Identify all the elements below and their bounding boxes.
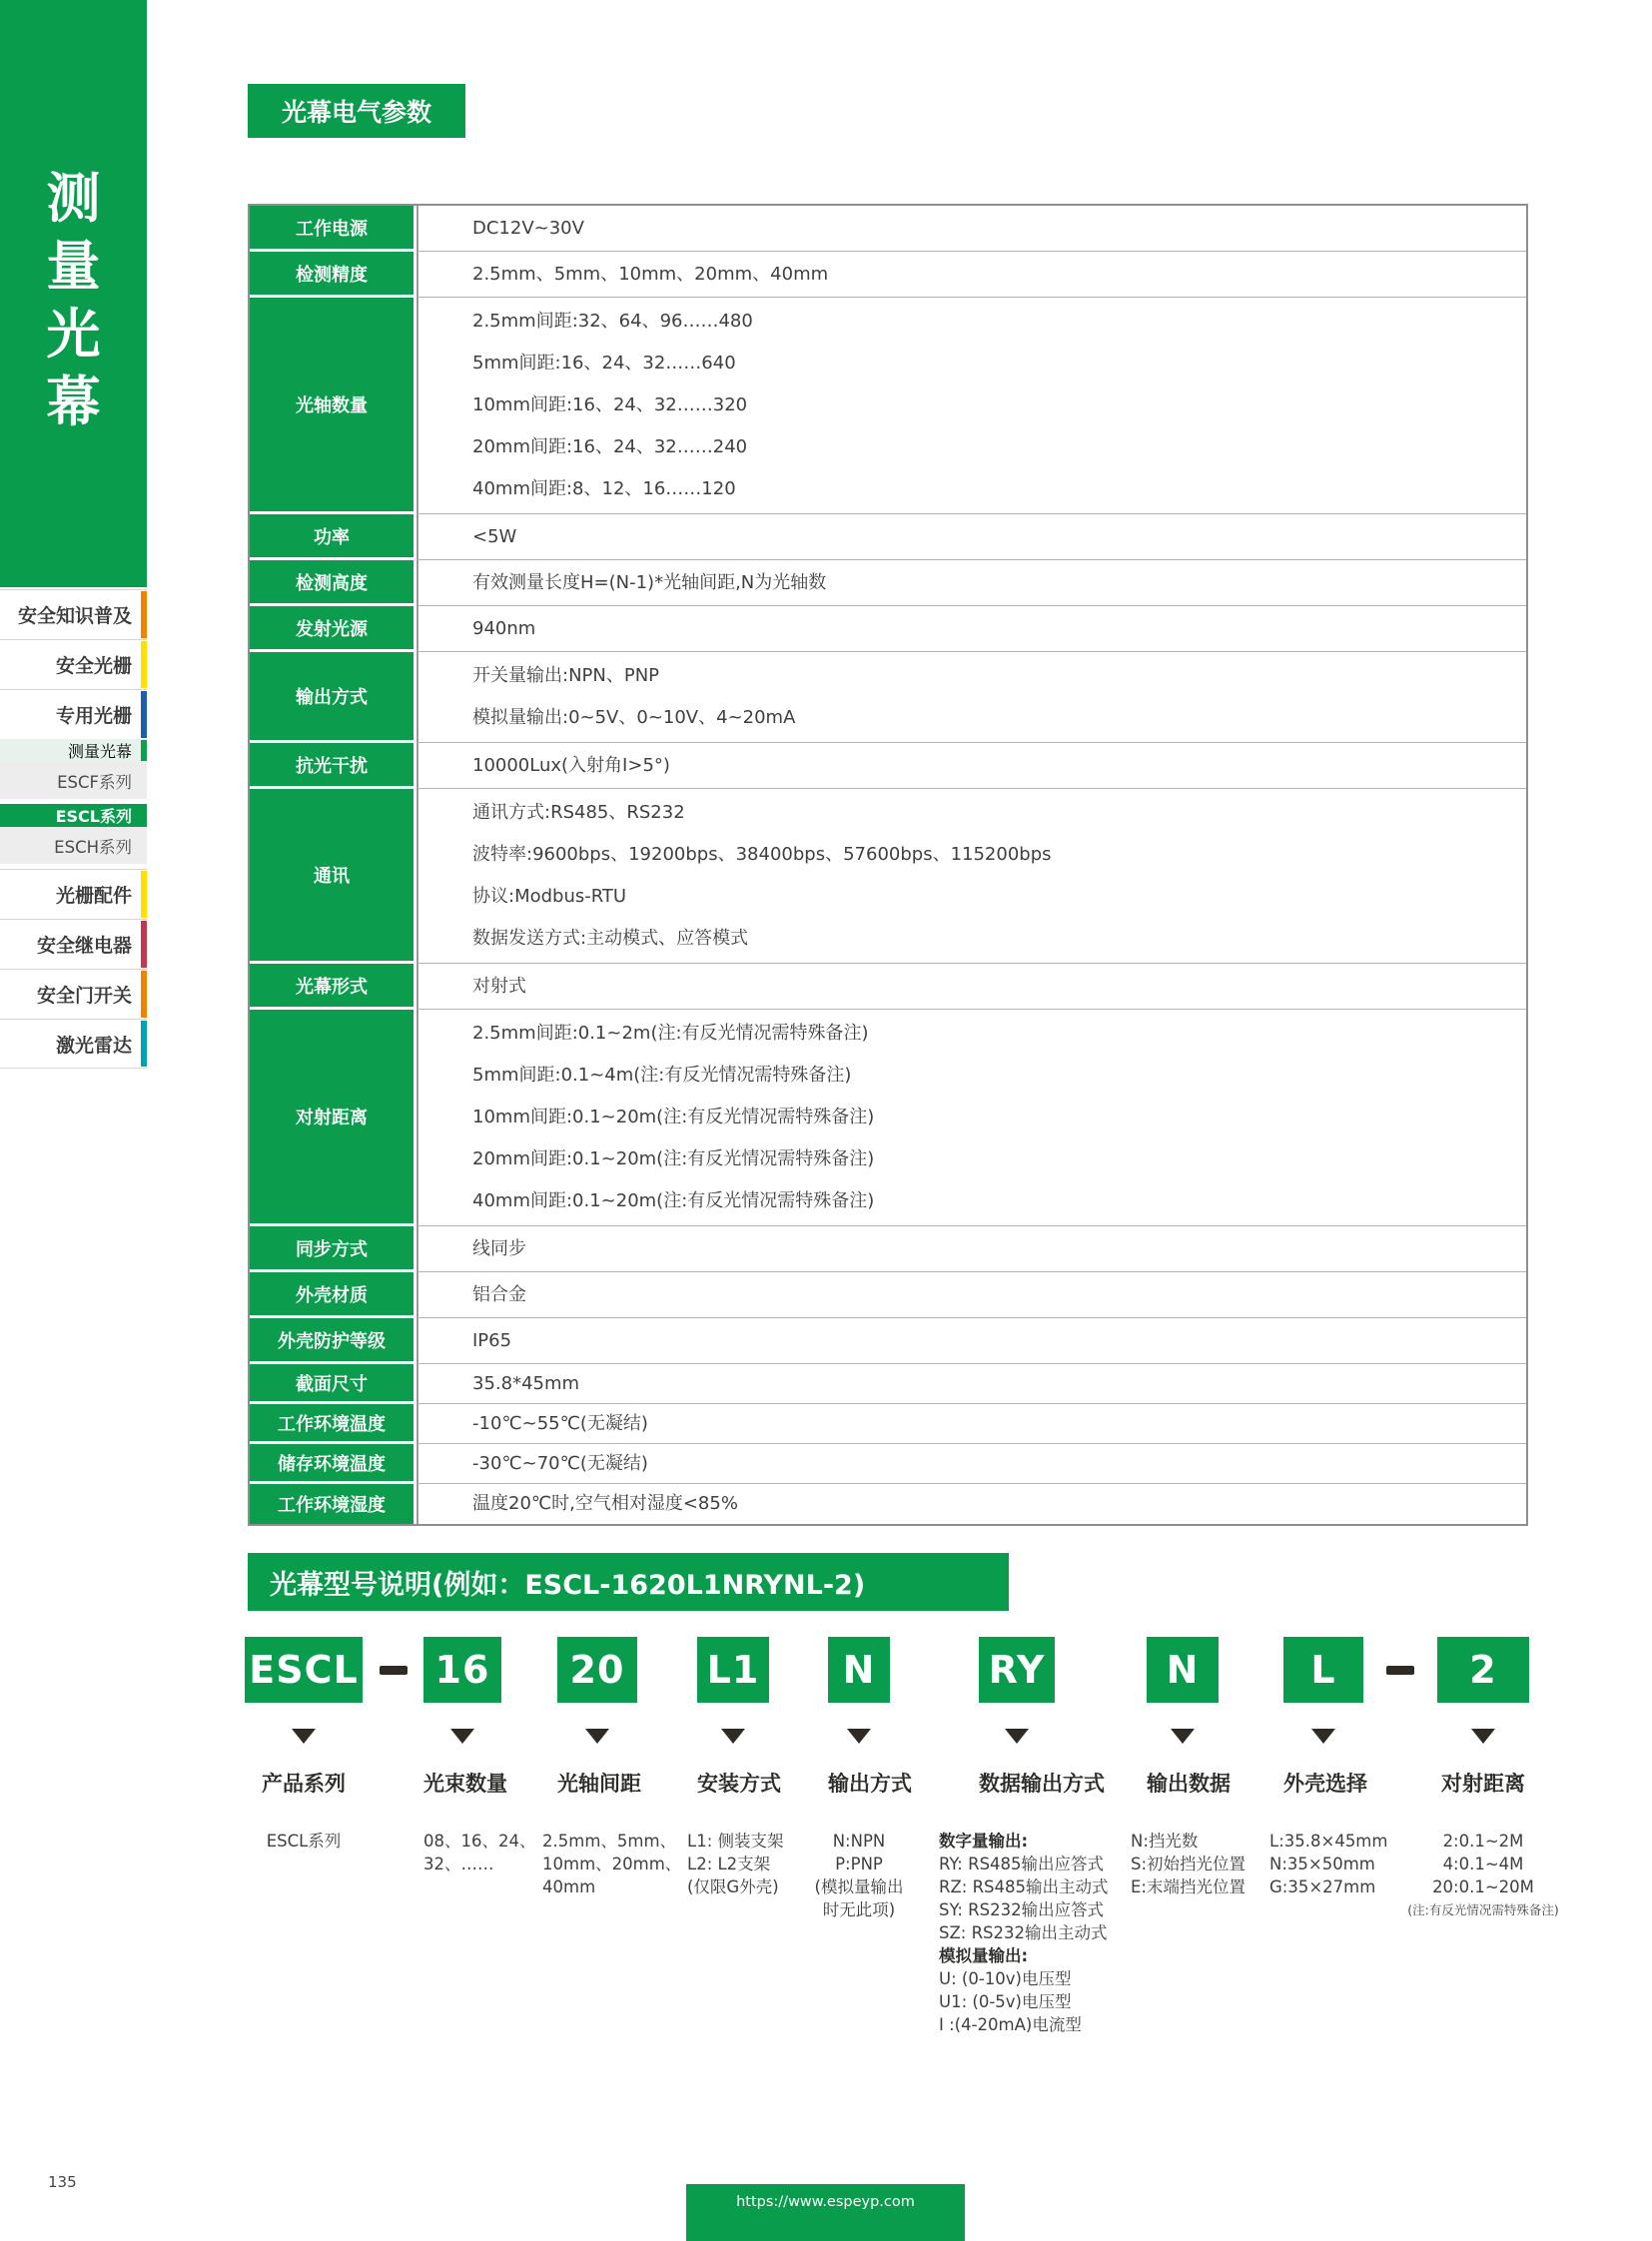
spec-row	[250, 743, 1526, 789]
spec-value-line: 940nm	[472, 617, 536, 639]
model-desc-line: RY: RS485输出应答式	[939, 1855, 1105, 1873]
arrow-down-icon	[450, 1729, 474, 1744]
website-link[interactable]: https://www.espeyp.com	[736, 2193, 915, 2210]
sidebar-item[interactable]	[0, 689, 147, 739]
accent-bar	[141, 871, 147, 918]
spec-row-value	[416, 1444, 1526, 1484]
spec-row-value	[416, 652, 1526, 743]
spec-row	[250, 1272, 1526, 1318]
spec-value-line: 10mm间距:16、24、32……320	[472, 394, 748, 415]
spec-row	[250, 1318, 1526, 1364]
spec-row-value	[416, 514, 1526, 560]
sidebar-item-label: 安全知识普及	[17, 605, 132, 627]
spec-value-line: 协议:Modbus-RTU	[472, 886, 627, 907]
spec-value-line: 40mm间距:0.1~20m(注:有反光情况需特殊备注)	[472, 1190, 875, 1211]
model-column	[687, 1637, 784, 1896]
model-desc-line: ESCL系列	[266, 1832, 342, 1851]
spec-value-line: IP65	[472, 1329, 512, 1351]
model-desc-line: N:35×50mm	[1269, 1855, 1375, 1873]
model-code-box: N	[1147, 1637, 1219, 1703]
model-desc-line: P:PNP	[835, 1855, 883, 1873]
spec-row-label: 外壳材质	[250, 1272, 416, 1318]
spec-row-value	[416, 298, 1526, 514]
spec-row-label: 光轴数量	[250, 298, 416, 514]
sidebar-subitem[interactable]	[0, 804, 147, 827]
model-desc-line: L:35.8×45mm	[1269, 1832, 1388, 1851]
model-desc-line: S:初始挡光位置	[1131, 1855, 1246, 1873]
model-field-label: 光束数量	[423, 1772, 507, 1796]
spec-row	[250, 789, 1526, 964]
spec-value-line: 波特率:9600bps、19200bps、38400bps、57600bps、115200bps	[472, 844, 1052, 865]
arrow-down-icon	[1311, 1729, 1335, 1744]
spec-row	[250, 560, 1526, 606]
model-desc-line: 40mm	[542, 1877, 596, 1896]
sidebar-item[interactable]	[0, 589, 147, 639]
model-code-box: L	[1283, 1637, 1363, 1703]
spec-row-value	[416, 1364, 1526, 1404]
model-desc-line: 20:0.1~20M	[1432, 1877, 1534, 1896]
model-desc-line: (模拟量输出	[814, 1877, 904, 1896]
model-desc-line: SY: RS232输出应答式	[939, 1900, 1105, 1919]
model-code-diagram	[0, 1637, 1652, 2116]
model-desc-line: U: (0-10v)电压型	[939, 1969, 1072, 1988]
spec-value-line: 35.8*45mm	[472, 1372, 580, 1394]
model-desc-line: U1: (0-5v)电压型	[939, 1992, 1072, 2011]
sidebar-item-label: ESCF系列	[57, 772, 132, 792]
dash-separator	[1386, 1666, 1414, 1675]
spec-table	[248, 204, 1528, 1526]
sidebar-subitem[interactable]	[0, 827, 147, 864]
model-field-desc	[204, 1830, 404, 1853]
sidebar-item[interactable]	[0, 639, 147, 689]
spec-value-line: 5mm间距:0.1~4m(注:有反光情况需特殊备注)	[472, 1065, 852, 1086]
spec-value-line: DC12V~30V	[472, 217, 584, 239]
model-field-label: 输出方式	[828, 1772, 912, 1796]
model-column	[1269, 1637, 1388, 1896]
model-field-label: 外壳选择	[1283, 1772, 1367, 1796]
model-code-box: 2	[1437, 1637, 1529, 1703]
spec-row-value	[416, 1010, 1526, 1226]
model-desc-line: 08、16、24、	[423, 1832, 536, 1851]
model-field-desc	[764, 1830, 954, 1921]
model-desc-line: 4:0.1~4M	[1442, 1855, 1524, 1873]
spec-value-line: 线同步	[472, 1237, 526, 1259]
footer-bar	[686, 2184, 965, 2241]
arrow-down-icon	[1171, 1729, 1195, 1744]
model-code-box: RY	[979, 1637, 1055, 1703]
spec-value-line: 10mm间距:0.1~20m(注:有反光情况需特殊备注)	[472, 1107, 875, 1127]
accent-bar	[141, 691, 147, 738]
spec-row-value	[416, 789, 1526, 964]
model-field-label: 对射距离	[1441, 1772, 1525, 1796]
spec-value-line: 2.5mm、5mm、10mm、20mm、40mm	[472, 263, 829, 285]
sidebar-nav	[0, 589, 147, 1069]
sidebar-item-label: 光栅配件	[55, 885, 132, 907]
spec-row	[250, 1484, 1526, 1524]
accent-bar	[141, 641, 147, 688]
accent-bar	[141, 1021, 147, 1067]
sidebar-item[interactable]	[0, 919, 147, 969]
spec-row-label: 对射距离	[250, 1010, 416, 1226]
spec-row	[250, 298, 1526, 514]
model-column	[542, 1637, 682, 1896]
model-desc-line: L1: 侧装支架	[687, 1832, 784, 1851]
section2-title: 光幕型号说明(例如：ESCL-1620L1NRYNL-2)	[270, 1569, 866, 1601]
sidebar-title-char: 幕	[46, 371, 101, 433]
spec-value-line: 5mm间距:16、24、32……640	[472, 353, 736, 374]
model-desc-line: I :(4-20mA)电流型	[939, 2015, 1082, 2034]
spec-row-label: 抗光干扰	[250, 743, 416, 789]
spec-row	[250, 964, 1526, 1010]
sidebar-item-label: 安全门开关	[36, 985, 132, 1007]
spec-row	[250, 514, 1526, 560]
sidebar-title-char: 测	[46, 167, 101, 230]
sidebar-title-char: 光	[46, 303, 101, 366]
model-code-box: 20	[557, 1637, 637, 1703]
spec-row	[250, 606, 1526, 652]
model-field-label: 产品系列	[262, 1772, 346, 1796]
spec-row-label: 工作电源	[250, 206, 416, 252]
model-field-desc	[1363, 1830, 1603, 1921]
spec-value-line: 20mm间距:16、24、32……240	[472, 436, 748, 457]
spec-row-label: 检测高度	[250, 560, 416, 606]
spec-row	[250, 1364, 1526, 1404]
model-desc-line: 2.5mm、5mm、	[542, 1832, 677, 1851]
spec-row-label: 截面尺寸	[250, 1364, 416, 1404]
spec-value-line: -10℃~55℃(无凝结)	[472, 1412, 648, 1434]
sidebar-item[interactable]	[0, 969, 147, 1019]
spec-row-value	[416, 206, 1526, 252]
spec-row-label: 工作环境湿度	[250, 1484, 416, 1524]
spec-row	[250, 1404, 1526, 1444]
sidebar-item[interactable]	[0, 739, 147, 762]
model-column	[245, 1637, 363, 1851]
model-column	[814, 1637, 912, 1919]
spec-row-label: 检测精度	[250, 252, 416, 298]
spec-row	[250, 252, 1526, 298]
sidebar-item[interactable]	[0, 1019, 147, 1069]
sidebar-item-label: 安全光栅	[55, 655, 132, 677]
model-desc-line: 10mm、20mm、	[542, 1855, 682, 1873]
model-field-label: 光轴间距	[557, 1772, 641, 1796]
spec-row-value	[416, 560, 1526, 606]
spec-value-line: 对射式	[472, 975, 526, 997]
model-desc-line: 模拟量输出:	[939, 1946, 1029, 1965]
model-desc-line: (注:有反光情况需特殊备注)	[1407, 1902, 1559, 1917]
accent-bar	[141, 921, 147, 968]
model-field-label: 数据输出方式	[979, 1772, 1105, 1796]
spec-value-line: 温度20℃时,空气相对湿度<85%	[472, 1493, 738, 1515]
arrow-down-icon	[1005, 1729, 1029, 1744]
spec-row-value	[416, 1404, 1526, 1444]
spec-row-value	[416, 964, 1526, 1010]
spec-value-line: 模拟量输出:0~5V、0~10V、4~20mA	[472, 707, 796, 728]
accent-bar	[141, 971, 147, 1018]
dash-separator	[380, 1666, 408, 1675]
spec-value-line: 数据发送方式:主动模式、应答模式	[472, 928, 749, 949]
model-field-label: 安装方式	[697, 1772, 781, 1796]
spec-row-value	[416, 1484, 1526, 1524]
spec-value-line: 通讯方式:RS485、RS232	[472, 802, 685, 823]
model-desc-line: E:末端挡光位置	[1131, 1877, 1245, 1896]
model-desc-line: SZ: RS232输出主动式	[939, 1923, 1108, 1942]
model-desc-line: (仅限G外壳)	[687, 1877, 779, 1896]
sidebar-item[interactable]	[0, 869, 147, 919]
spec-value-line: -30℃~70℃(无凝结)	[472, 1452, 648, 1474]
sidebar-item-label: ESCH系列	[54, 837, 132, 857]
spec-value-line: 10000Lux(入射角I>5°)	[472, 754, 670, 776]
model-column	[939, 1637, 1109, 2034]
arrow-down-icon	[721, 1729, 745, 1744]
sidebar-title-char: 量	[46, 235, 101, 298]
spec-row-value	[416, 606, 1526, 652]
accent-bar	[141, 740, 147, 761]
sidebar-subitem[interactable]	[0, 762, 147, 799]
spec-row-label: 输出方式	[250, 652, 416, 743]
model-code-box: L1	[697, 1637, 769, 1703]
spec-row	[250, 1226, 1526, 1272]
spec-value-line: 2.5mm间距:32、64、96……480	[472, 311, 753, 332]
model-column	[423, 1637, 536, 1873]
model-desc-line: 时无此项)	[822, 1900, 896, 1919]
model-desc-line: 数字量输出:	[939, 1832, 1029, 1851]
model-code-box: N	[828, 1637, 890, 1703]
model-desc-line: 32、……	[423, 1855, 494, 1873]
spec-value-line: <5W	[472, 525, 517, 547]
spec-value-line: 2.5mm间距:0.1~2m(注:有反光情况需特殊备注)	[472, 1023, 869, 1044]
section1-title: 光幕电气参数	[281, 98, 431, 127]
spec-value-line: 有效测量长度H=(N-1)*光轴间距,N为光轴数	[472, 571, 827, 593]
model-field-label: 输出数据	[1147, 1772, 1231, 1796]
model-code-box: 16	[423, 1637, 501, 1703]
spec-row-label: 外壳防护等级	[250, 1318, 416, 1364]
arrow-down-icon	[1471, 1729, 1495, 1744]
accent-bar	[141, 591, 147, 638]
spec-row-value	[416, 252, 1526, 298]
sidebar-item-label: 测量光幕	[67, 742, 132, 761]
spec-row-label: 光幕形式	[250, 964, 416, 1010]
spec-value-line: 20mm间距:0.1~20m(注:有反光情况需特殊备注)	[472, 1148, 875, 1169]
model-desc-line: RZ: RS485输出主动式	[939, 1877, 1109, 1896]
model-desc-line: L2: L2支架	[687, 1855, 771, 1873]
spec-row-label: 发射光源	[250, 606, 416, 652]
sidebar-category-banner	[0, 0, 147, 587]
spec-row-label: 同步方式	[250, 1226, 416, 1272]
spec-row-label: 功率	[250, 514, 416, 560]
section-title-badge	[248, 84, 465, 138]
model-code-box: ESCL	[245, 1637, 363, 1703]
sidebar-item-label: 激光雷达	[55, 1034, 132, 1057]
spec-row	[250, 652, 1526, 743]
spec-row-value	[416, 743, 1526, 789]
model-desc-line: N:NPN	[832, 1832, 886, 1851]
model-desc-line: N:挡光数	[1131, 1832, 1199, 1851]
spec-value-line: 开关量输出:NPN、PNP	[472, 665, 660, 686]
sidebar-item-label: 专用光栅	[55, 705, 132, 727]
spec-row-value	[416, 1318, 1526, 1364]
sidebar-item-label: ESCL系列	[55, 807, 132, 826]
spec-row-value	[416, 1226, 1526, 1272]
model-desc-line: 2:0.1~2M	[1442, 1832, 1524, 1851]
spec-row-value	[416, 1272, 1526, 1318]
sidebar-vertical-title	[0, 0, 147, 433]
arrow-down-icon	[292, 1729, 316, 1744]
arrow-down-icon	[585, 1729, 609, 1744]
model-explanation-banner	[248, 1553, 1009, 1611]
spec-row-label: 通讯	[250, 789, 416, 964]
spec-row	[250, 1444, 1526, 1484]
page-number: 135	[48, 2173, 77, 2191]
spec-value-line: 铝合金	[472, 1283, 526, 1305]
model-column	[1407, 1637, 1559, 1917]
spec-row	[250, 1010, 1526, 1226]
spec-value-line: 40mm间距:8、12、16……120	[472, 478, 736, 499]
model-desc-line: G:35×27mm	[1269, 1877, 1376, 1896]
arrow-down-icon	[847, 1729, 871, 1744]
spec-row-label: 工作环境温度	[250, 1404, 416, 1444]
sidebar-item-label: 安全继电器	[36, 935, 132, 957]
spec-row	[250, 206, 1526, 252]
model-column	[1131, 1637, 1246, 1896]
spec-row-label: 储存环境温度	[250, 1444, 416, 1484]
